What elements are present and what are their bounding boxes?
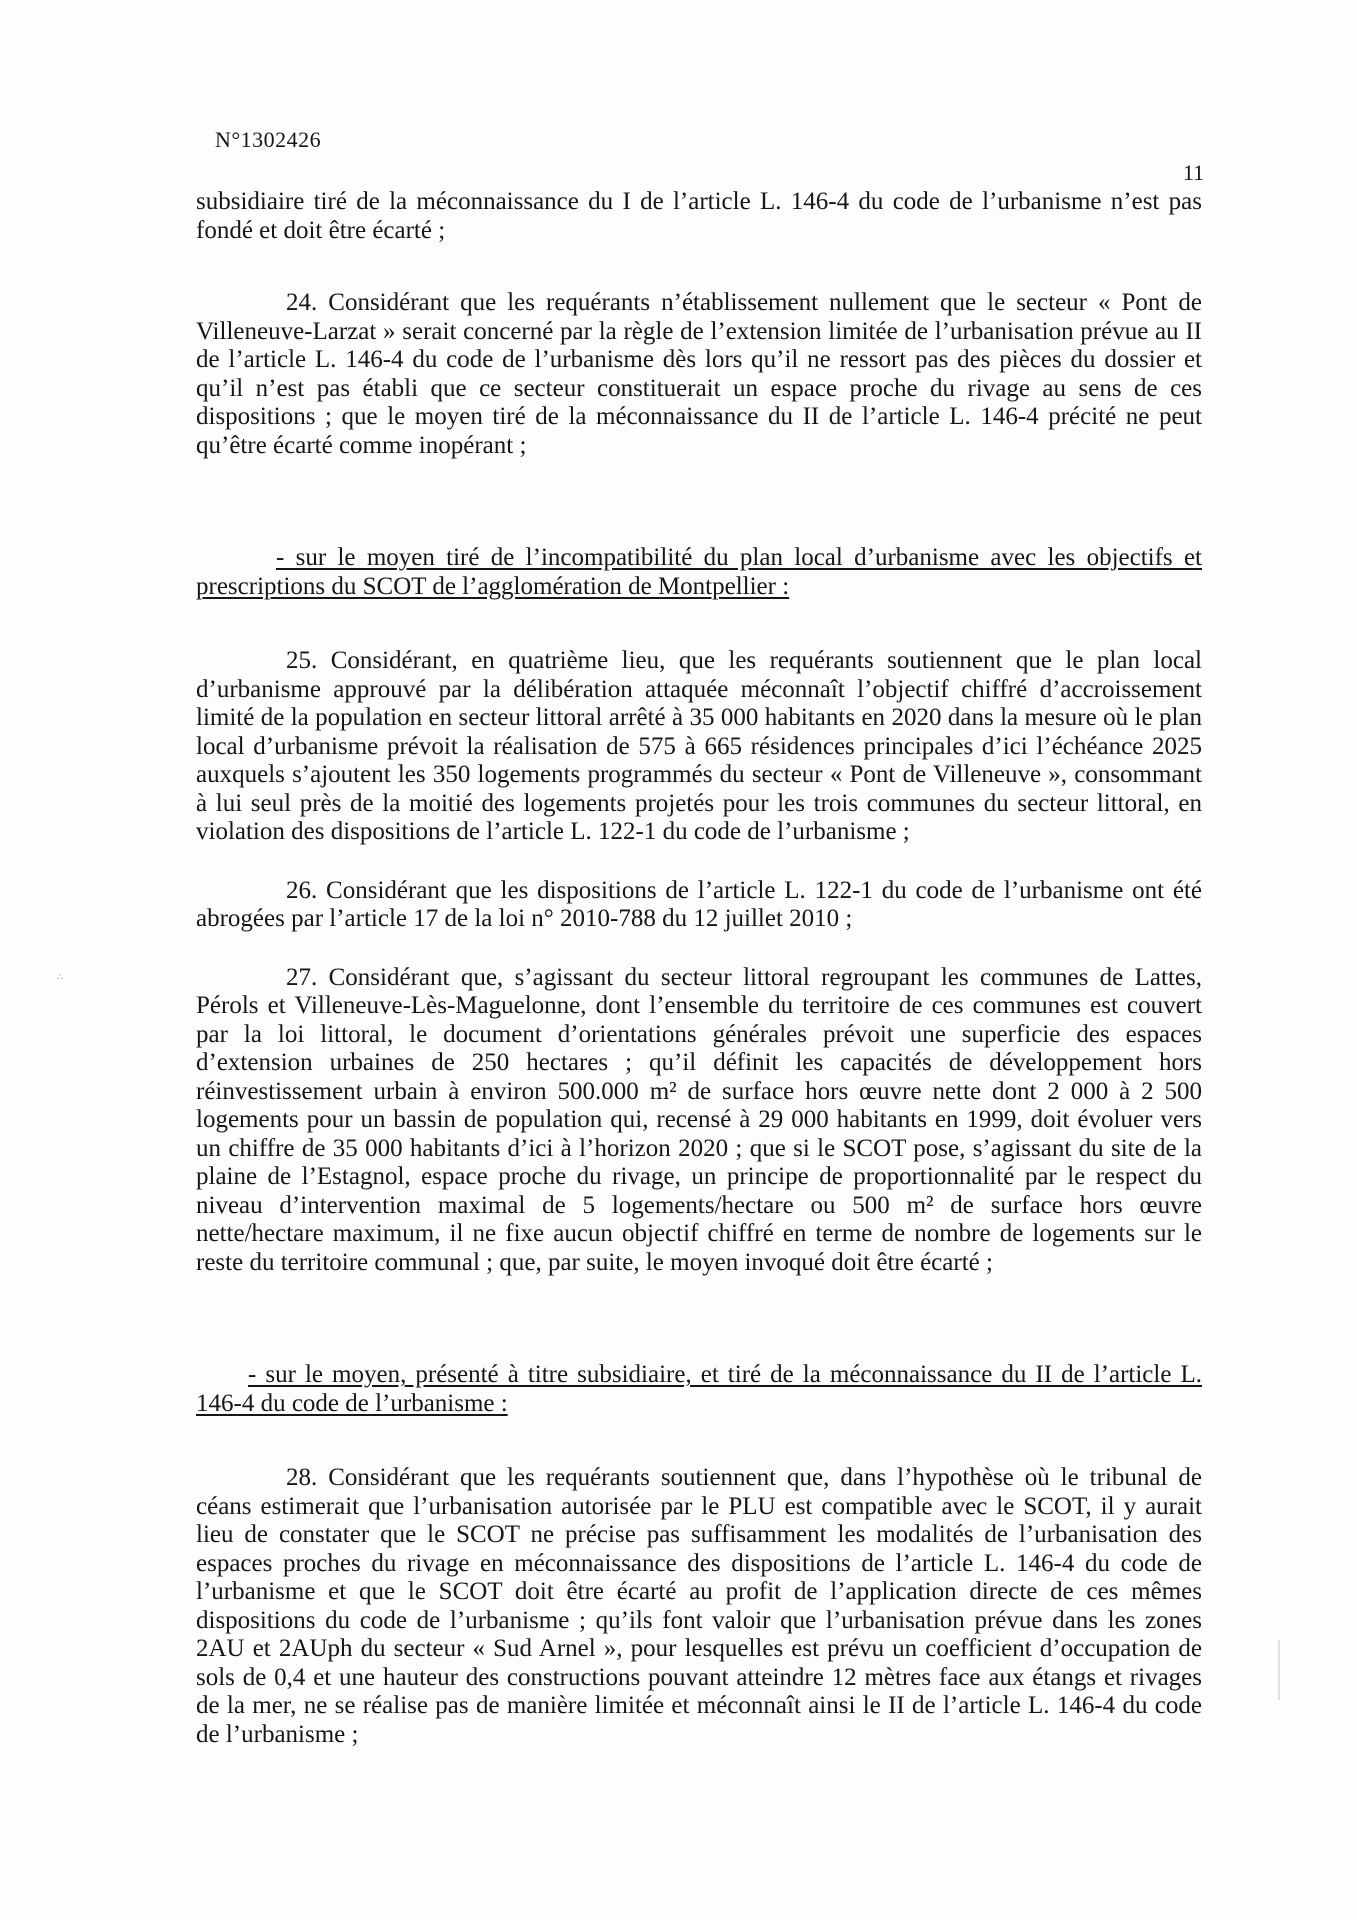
- page-number: 11: [1183, 160, 1205, 185]
- scan-edge-artifact: [1278, 1640, 1280, 1700]
- paragraph-25: 25. Considérant, en quatrième lieu, que les requérants soutiennent que le plan local d’urbanisme approuvé par la délibération attaquée méconnaît l’objectif chiffré d’accroissement limité de la population en secteur littoral arrêté à 35 000 habitants en 2020 dans la mesure où le plan local d’urbanisme prévoit la réalisation de 575 à 665 résidences principales d’ici l’échéance 2025 auxquels s’ajoutent les 350 logements programmés du secteur « Pont de Villeneuve », consommant à lui seul près de la moitié des logements projetés pour les trois communes du secteur littoral, en violation des dispositions de l’article L. 122-1 du code de l’urbanisme ;: [196, 647, 1202, 845]
- scan-artifact: ∴: [57, 972, 64, 983]
- paragraph-23-continuation: subsidiaire tiré de la méconnaissance du I de l’article L. 146-4 du code de l’urbanisme n’est pas fondé et doit être écarté ;: [196, 188, 1202, 244]
- paragraph-26: 26. Considérant que les dispositions de l’article L. 122-1 du code de l’urbanisme ont été abrogées par l’article 17 de la loi n° 2010-788 du 12 juillet 2010 ;: [196, 876, 1202, 932]
- paragraph-27: 27. Considérant que, s’agissant du secteur littoral regroupant les communes de Lattes, Pérols et Villeneuve-Lès-Maguelonne, dont l’ensemble du territoire de ces communes est couvert par la loi littoral, le document d’orientations générales prévoit une superficie des espaces d’extension urbaines de 250 hectares ; qu’il définit les capacités de développement hors réinvestissement urbain à environ 500.000 m² de surface hors œuvre nette dont 2 000 à 2 500 logements pour un bassin de population qui, recensé à 29 000 habitants en 1999, doit évoluer vers un chiffre de 35 000 habitants d’ici à l’horizon 2020 ; que si le SCOT pose, s’agissant du site de la plaine de l’Estagnol, espace proche du rivage, un principe de proportionnalité par le respect du niveau d’intervention maximal de 5 logements/hectare ou 500 m² de surface hors œuvre nette/hectare maximum, il ne fixe aucun objectif chiffré en terme de nombre de logements sur le reste du territoire communal ; que, par suite, le moyen invoqué doit être écarté ;: [196, 963, 1202, 1276]
- paragraph-28: 28. Considérant que les requérants soutiennent que, dans l’hypothèse où le tribunal de céans estimerait que l’urbanisation autorisée par le PLU est compatible avec le SCOT, il y aurait lieu de constater que le SCOT ne précise pas suffisamment les modalités de l’urbanisation des espaces proches du rivage en méconnaissance des dispositions de l’article L. 146-4 du code de l’urbanisme et que le SCOT doit être écarté au profit de l’application directe de ces mêmes dispositions du code de l’urbanisme ; qu’ils font valoir que l’urbanisation prévue dans les zones 2AU et 2AUph du secteur « Sud Arnel », pour lesquelles est prévu un coefficient d’occupation de sols de 0,4 et une hauteur des constructions pouvant atteindre 12 mètres face aux étangs et rivages de la mer, ne se réalise pas de manière limitée et méconnaît ainsi le II de l’article L. 146-4 du code de l’urbanisme ;: [196, 1464, 1202, 1748]
- case-number: N°1302426: [215, 127, 322, 152]
- document-body: [196, 188, 1202, 1749]
- section-heading-subsidiary-argument: - sur le moyen, présenté à titre subsidiaire, et tiré de la méconnaissance du II de l’article L. 146-4 du code de l’urbanisme :: [196, 1361, 1202, 1417]
- paragraph-24: 24. Considérant que les requérants n’établissement nullement que le secteur « Pont de Villeneuve-Larzat » serait concerné par la règle de l’extension limitée de l’urbanisation prévue au II de l’article L. 146-4 du code de l’urbanisme dès lors qu’il ne ressort pas des pièces du dossier et qu’il n’est pas établi que ce secteur constituerait un espace proche du rivage au sens de ces dispositions ; que le moyen tiré de la méconnaissance du II de l’article L. 146-4 précité ne peut qu’être écarté comme inopérant ;: [196, 289, 1202, 459]
- section-heading-scot-incompatibility: - sur le moyen tiré de l’incompatibilité du plan local d’urbanisme avec les objectifs et prescriptions du SCOT de l’agglomération de Montpellier :: [196, 544, 1202, 600]
